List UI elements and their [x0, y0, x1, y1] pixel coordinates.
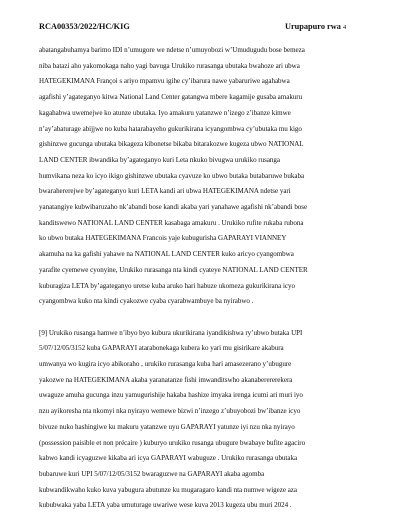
text-line: 5/07/12/05/3152 kuba GAPARAYI atarabonekaga kubera ko yari mu gisirikare akabura — [39, 344, 284, 353]
text-line: LAND CENTER ibwandika by’agateganyo kuri Leta nkuko bivugwa urukiko rusanga — [39, 155, 281, 164]
text-line: niba batazi aho yakomokaga naho yagi bavuga Urukiko rurasanga ubutaka bwahoze ari ubwa — [39, 61, 300, 70]
page-header — [39, 22, 385, 36]
text-line: bubaruwe kuri UPI 5/07/12/05/3152 bwaraguzwe na GAPARAYI akaba agomba — [39, 469, 265, 478]
text-line: agafishi y’agateganyo kitwa National Land Center gatangwa mbere kagamije gusaba amakuru — [39, 93, 303, 102]
text-line: kuburagiza LETA by’agateganyo uretse kuba aruko hari habuze ukomeza gukurikirana icyo — [39, 281, 295, 290]
paragraph-spacer — [39, 310, 373, 326]
case-number: RCA00353/2022/HC/KIG — [39, 22, 130, 31]
paragraph-2 — [39, 326, 373, 514]
text-line: nzu ayikoresha nta nkomyi nka nyirayo wemewe bizwi n’inzego z’ubuyobozi bw’ibanze icyo — [39, 407, 301, 416]
text-line: abatangabuhamya barimo IDI n’umugore we ndetse n’umuyobozi w’Umudugudu bose bemeza — [39, 46, 305, 54]
text-line: uwaguze amuha gucunga inzu yamugurishije hakaba hashize imyaka irenga icumi ari muri iyo — [39, 391, 303, 400]
text-line: kagahabwa uwemejwe ko atunze ubutaka. Iyo amakuru yatanzwe n’izego z’ibanze kimwe — [39, 108, 291, 117]
text-line: (possession paisible et non précaire ) kuburyo urukiko rusanga ubugure bwabaye bufite agaciro — [39, 438, 306, 447]
page-number: 4 — [342, 24, 347, 31]
text-line: yarafite cyemewe cyonyine, Urukiko rurasanga nta kindi cyateye NATIONAL LAND CENTER — [39, 265, 308, 274]
paragraph-1 — [39, 43, 373, 310]
text-line: kabwo kandi icyaguzwe kikaba ari icya GAPARAYI wabuguze . Urukiko rurasanga ubutaka — [39, 454, 298, 463]
text-line: bivuze nuko hashingiwe ku makuru yatanzwe uyu GAPARAYI yatunze iyi nzu nka nyirayo — [39, 422, 295, 431]
text-line: yanatangiye kubwibaruzaho nk’abandi bose kandi akaba yari yanahawe agafishi nk’abandi bose — [39, 203, 308, 212]
body-text — [39, 43, 373, 514]
text-line: ko ubwo butaka HATEGEKIMANA Francois yaje kubugurisha GAPARAYI VIANNEY — [39, 234, 287, 243]
text-line: humvikana neza ko icyo ikigo gishinzwe ubutaka cyavuze ko ubwo butaka butabaruwe bukaba — [39, 171, 305, 180]
text-line: HATEGEKIMANA Françoi s ariyo mpamvu igihe cy’ibarura nawe yabaruriwe agahabwa — [39, 77, 290, 86]
page-indicator — [285, 22, 346, 31]
page-label: Urupapuro rwa — [285, 22, 341, 31]
text-line: yakozwe na HATEGEKIMANA akaba yaranatanze fishi imwanditswho akanaberererekera — [39, 375, 293, 384]
text-line: kubwandikwaho kuko kuva yabugura abutunze ku mugaragaro kandi nta numwe wigeze aza — [39, 485, 297, 494]
text-line: [9] Urukiko rusanga hamwe n’ibyo byo kubura ukurikirana iyandikishwa ry’ubwo butaka UPI — [39, 328, 303, 337]
text-line: kanditswewo NATIONAL LAND CENTER kasabaga amakuru . Urukiko rufite rukaba rubona — [39, 218, 304, 227]
text-line: akamuha na ka gafishi yahawe na NATIONAL LAND CENTER kuko aricyo cyangombwa — [39, 250, 294, 259]
text-line: cyangombwa kuko nta kindi cyakozwe cyaba cyarabwambuye ba nyirabwo . — [39, 297, 254, 306]
text-line: n’ay’abaturage abijjwe no kuba hatarabayeho gukurikirana icyangombwa cy’ubutaka mu kigo — [39, 124, 302, 133]
text-line: bwarahererejwe by’agateganyo kuri LETA kandi ari ubwa HATEGEKIMANA ndetse yari — [39, 187, 291, 196]
text-line: kububwaka yaba LETA yaba umuturage uwariwe wese kuva 2013 kugeza ubu muri 2024 . — [39, 501, 292, 510]
text-line: umwanya wo kugira icyo abikoraho , urukiko rurasanga kuba hari amasezerano y’ubugure — [39, 360, 292, 369]
text-line: gishinzwe gucunga ubutaka bikageza kibonetse bikaba bitarakozwe kugeza ubwo NATIONAL — [39, 140, 304, 149]
